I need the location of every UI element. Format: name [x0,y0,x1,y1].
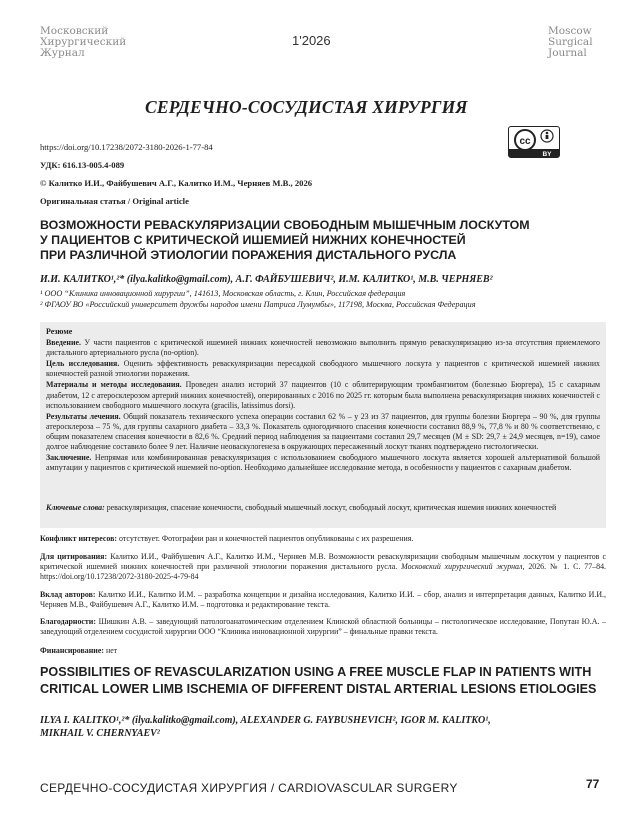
abstract-conclusion [46,453,600,473]
cc-icon [509,127,559,157]
abstract-results [46,412,600,452]
conflict-text: отсутствует. Фотографии ран и конечностей пациентов опубликованы с их разрешения. [119,534,414,543]
doi-link[interactable]: https://doi.org/10.17238/2072-3180-2026-1-77-84 [40,142,213,152]
funding-text: нет [105,646,118,655]
udk-label: УДК: [40,160,61,170]
copyright: © Калитко И.И., Файбушевич А.Г., Калитко И.М., Черняев М.В., 2026 [40,178,313,188]
conflict-of-interest [40,534,606,544]
citation-tail: 2026. № 1. С. 77–84. https://doi.org/10.17238/2072-3180-2025-4-79-84 [40,562,606,582]
page-number: 77 [586,777,600,791]
logo-ru-line2: Хирургический [40,36,127,48]
conflict-label: Конфликт интересов: [40,534,118,543]
contrib-text: Калитко И.И., Калитко И.М. – разработка концепции и дизайна исследования, Калитко И.И. – сбор, анализ и интерпретация данных, Калитко И.И., Черняев М.В., Файбушевич А.Г., Калитко И.М. – подготовка и редактирование текста. [40,590,606,610]
methods-text: Проведен анализ историй 37 пациентов (10 с облитерирующим тромбангиитом (болезнью Бюргера), 15 с сахарным диабетом, 12 с атеросклерозом артерий нижних конечностей), оперированных с 2016 по 2025 гг. которым была выполнена реваскуляризация нижних конечностей с использованием свободного мышечного лоскута (gracilis, latissimus dorsi). [46,380,600,410]
article-title-en [40,664,620,698]
affiliation-1: ¹ ООО “Клиника инновационной хирургии”, 141613, Московская область, г. Клин, Российская федерация [40,289,406,298]
contrib-label: Вклад авторов: [40,590,96,599]
logo-en-line2: Surgical [548,36,593,48]
author-contributions [40,590,606,610]
abstract-heading: Резюме [46,327,73,336]
thanks-label: Благодарности: [40,617,96,626]
authors-ru: И.И. КАЛИТКО¹,²* (ilya.kalitko@gmail.com), А.Г. ФАЙБУШЕВИЧ², И.М. КАЛИТКО¹, М.В. ЧЕРНЯЕВ² [40,274,493,285]
journal-logo-ru [40,26,126,59]
keywords-label: Ключевые слова: [46,503,105,512]
abstract-aim [46,359,600,379]
results-text: Общий показатель технического успеха операции составил 62 % – у 23 из 37 пациентов, для группы болезни Бюргера – 90 %, для группы атеросклероза – 75 %, для группы сахарного диабета – 33,3 %. Показатель одногодичного спасения конечности составил 88,9 %, 77,8 % и 80 % соответственно, с общим показателем спасения конечности в 82,6 %. Средний период наблюдения за пациентами составил 29,7 месяцев (M ± SD: 29,7 ± 24,9 месяцев, n=19), самое долгое наблюдение составило более 9 лет. Наличие неоваскулогенеза в окружающих пересаженный лоскут тканях подтверждено гистологически. [46,411,600,452]
results-label: Результаты лечения. [46,411,121,421]
logo-ru-line3: Журнал [40,47,85,59]
cc-label: cc [519,136,531,147]
abstract-methods [46,380,600,410]
authors-en-line2: MIKHAIL V. CHERNYAEV² [40,728,160,739]
title-ru-line3: ПРИ РАЗЛИЧНОЙ ЭТИОЛОГИИ ПОРАЖЕНИЯ ДИСТАЛЬНОГО РУСЛА [40,248,457,262]
article-type: Оригинальная статья / Original article [40,196,189,206]
aim-label: Цель исследования. [46,359,120,369]
keywords-text: реваскуляризация, спасение конечности, свободный мышечный лоскут, свободный лоскут, критическая ишемия нижних конечностей [106,503,557,512]
conclusion-text: Непрямая или комбинированная реваскуляризация с использованием свободного мышечного лоскута является хорошей альтернативой большой ампутации у пациентов с критической ишемией no-option. Необходимо дальнейшее исследование метода, в особенности у пациентов с сахарным диабетом. [46,453,600,473]
citation-journal: Московский хирургический журнал, [401,562,525,572]
cc-license-badge[interactable] [508,126,560,158]
intro-label: Введение. [46,338,81,348]
logo-en-line1: Moscow [548,25,592,37]
abstract-box [40,322,606,522]
journal-logo-en [548,26,593,59]
title-ru-line1: ВОЗМОЖНОСТИ РЕВАСКУЛЯРИЗАЦИИ СВОБОДНЫМ МЫШЕЧНЫМ ЛОСКУТОМ [40,218,530,232]
intro-text: У части пациентов с критической ишемией нижних конечностей невозможно выполнить прямую реваскуляризацию из-за отсутствия приемлемого дистального артериального русла (no-option). [46,338,600,358]
funding-label: Финансирование: [40,646,104,655]
acknowledgements [40,617,606,637]
authors-en-line1: ILYA I. KALITKO¹,²* (ilya.kalitko@gmail.com), ALEXANDER G. FAYBUSHEVICH², IGOR M. KALITKO¹, [40,715,491,726]
aim-text: Оценить эффективность реваскуляризации пересадкой свободного мышечного лоскута у пациентов с критической ишемией нижних конечностей разной этиологии поражения. [46,359,600,379]
logo-en-line3: Journal [548,47,587,59]
section-title: СЕРДЕЧНО-СОСУДИСТАЯ ХИРУРГИЯ [145,97,468,117]
article-title-ru [40,218,620,263]
keywords-box [40,500,606,528]
title-en-line1: POSSIBILITIES OF REVASCULARIZATION USING A FREE MUSCLE FLAP IN PATIENTS WITH [40,665,592,679]
affiliation-2: ² ФГАОУ ВО «Российский университет дружбы народов имени Патриса Лумумбы», 117198, Москва, Российская Федерация [40,299,476,309]
title-en-line2: CRITICAL LOWER LIMB ISCHEMIA OF DIFFERENT DISTAL ARTERIAL LESIONS ETIOLOGIES [40,682,597,696]
funding [40,646,606,656]
abstract-intro [46,338,600,358]
conclusion-label: Заключение. [46,453,92,463]
methods-label: Материалы и методы исследования. [46,380,182,390]
udk-value: 616.13-005.4-089 [62,160,125,170]
by-label: BY [542,151,552,157]
logo-ru-line1: Московский [40,25,109,37]
authors-en [40,714,620,740]
citation-text: Калитко И.И., Файбушевич А.Г., Калитко И.М., Черняев М.В. Возможности реваскуляризации свободным мышечным лоскутом у пациентов с критической ишемией нижних конечностей при различной этиологии поражения дистального русла. [40,552,606,572]
footer-section: СЕРДЕЧНО-СОСУДИСТАЯ ХИРУРГИЯ / CARDIOVASCULAR SURGERY [40,781,458,795]
title-ru-line2: У ПАЦИЕНТОВ С КРИТИЧЕСКОЙ ИШЕМИЕЙ НИЖНИХ КОНЕЧНОСТЕЙ [40,233,466,247]
citation [40,552,606,582]
citation-label: Для цитирования: [40,552,108,561]
thanks-text: Шишкин А.В. – заведующий патологоанатомическим отделением Клинской областной больницы – гистологическое исследование, Попутан Ю.А. – заведующий отделением сосудистой хирургии ООО “Клиника инновационной хирургии” – финальные правки текста. [40,617,606,637]
issue-number: 1'2026 [292,33,331,48]
affiliations [40,289,620,310]
udk [40,160,124,171]
